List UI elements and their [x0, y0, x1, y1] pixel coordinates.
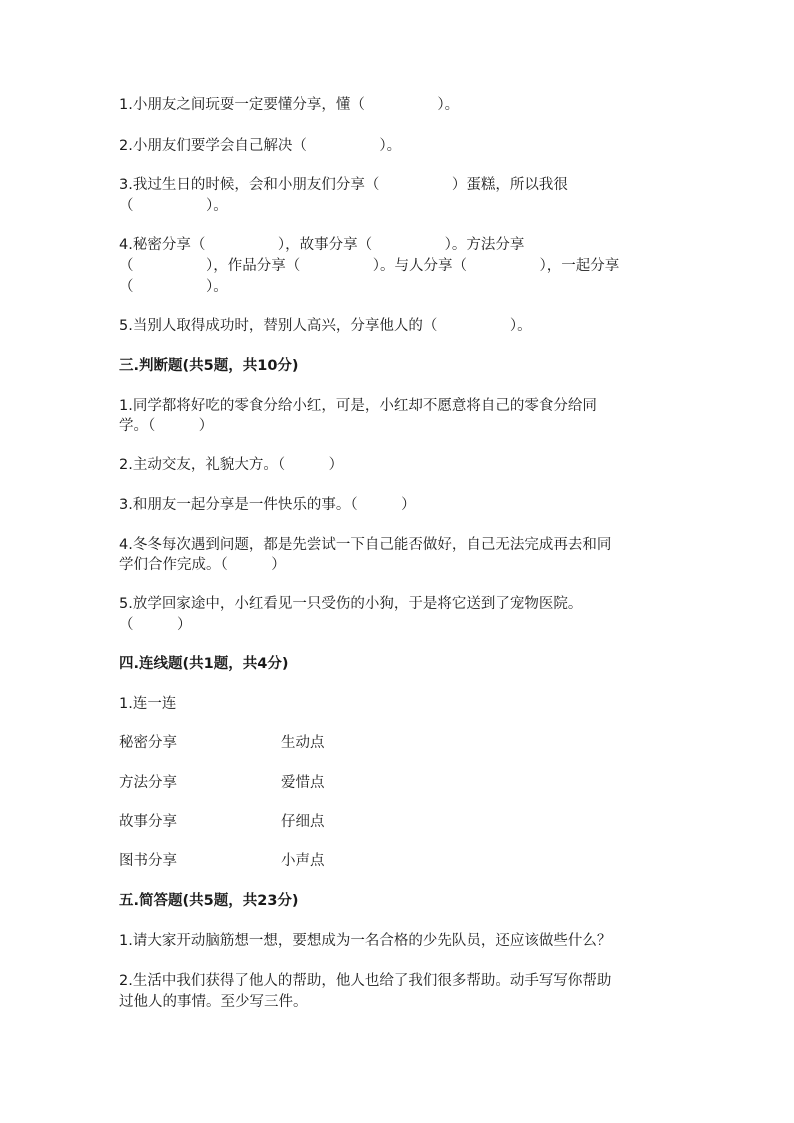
judge-question-1-line-2: 学。（ ） — [119, 418, 214, 434]
match-question-1: 1.连一连 — [119, 696, 177, 712]
fill-question-2: 2.小朋友们要学会自己解决（ ）。 — [119, 138, 402, 154]
judge-question-4-line-1: 4.冬冬每次遇到问题，都是先尝试一下自己能否做好，自己无法完成再去和同 — [119, 537, 612, 553]
match-left-item-2: 方法分享 — [119, 775, 177, 791]
fill-question-3-line-2: （ ）。 — [119, 198, 228, 214]
judge-question-3: 3.和朋友一起分享是一件快乐的事。（ ） — [119, 497, 416, 513]
match-left-item-1: 秘密分享 — [119, 735, 177, 751]
match-right-item-2: 爱惜点 — [281, 775, 325, 791]
short-answer-question-1: 1.请大家开动脑筋想一想，要想成为一名合格的少先队员，还应该做些什么？ — [119, 933, 612, 949]
judge-question-5-line-1: 5.放学回家途中，小红看见一只受伤的小狗，于是将它送到了宠物医院。 — [119, 596, 583, 612]
judge-question-1-line-1: 1.同学都将好吃的零食分给小红，可是，小红却不愿意将自己的零食分给同 — [119, 398, 597, 414]
fill-question-1: 1.小朋友之间玩耍一定要懂分享，懂（ ）。 — [119, 97, 460, 113]
judge-question-5-line-2: （ ） — [119, 617, 192, 633]
match-right-item-4: 小声点 — [281, 853, 325, 869]
match-left-item-3: 故事分享 — [119, 814, 177, 830]
section-5-title: 五.简答题(共5题，共23分) — [119, 893, 299, 909]
fill-question-3-line-1: 3.我过生日的时候，会和小朋友们分享（ ）蛋糕，所以我很 — [119, 177, 568, 193]
section-3-title: 三.判断题(共5题，共10分) — [119, 358, 299, 374]
judge-question-4-line-2: 学们合作完成。（ ） — [119, 557, 286, 573]
short-answer-question-2-line-2: 过他人的事情。至少写三件。 — [119, 994, 308, 1010]
match-left-item-4: 图书分享 — [119, 853, 177, 869]
fill-question-4-line-2: （ ），作品分享（ ）。与人分享（ ），一起分享 — [119, 258, 620, 274]
fill-question-5: 5.当别人取得成功时，替别人高兴，分享他人的（ ）。 — [119, 318, 532, 334]
match-right-item-1: 生动点 — [281, 735, 325, 751]
match-right-item-3: 仔细点 — [281, 814, 325, 830]
judge-question-2: 2.主动交友，礼貌大方。（ ） — [119, 457, 344, 473]
short-answer-question-2-line-1: 2.生活中我们获得了他人的帮助，他人也给了我们很多帮助。动手写写你帮助 — [119, 973, 612, 989]
section-4-title: 四.连线题(共1题，共4分) — [119, 656, 289, 672]
fill-question-4-line-3: （ ）。 — [119, 279, 228, 295]
fill-question-4-line-1: 4.秘密分享（ ），故事分享（ ）。方法分享 — [119, 237, 525, 253]
